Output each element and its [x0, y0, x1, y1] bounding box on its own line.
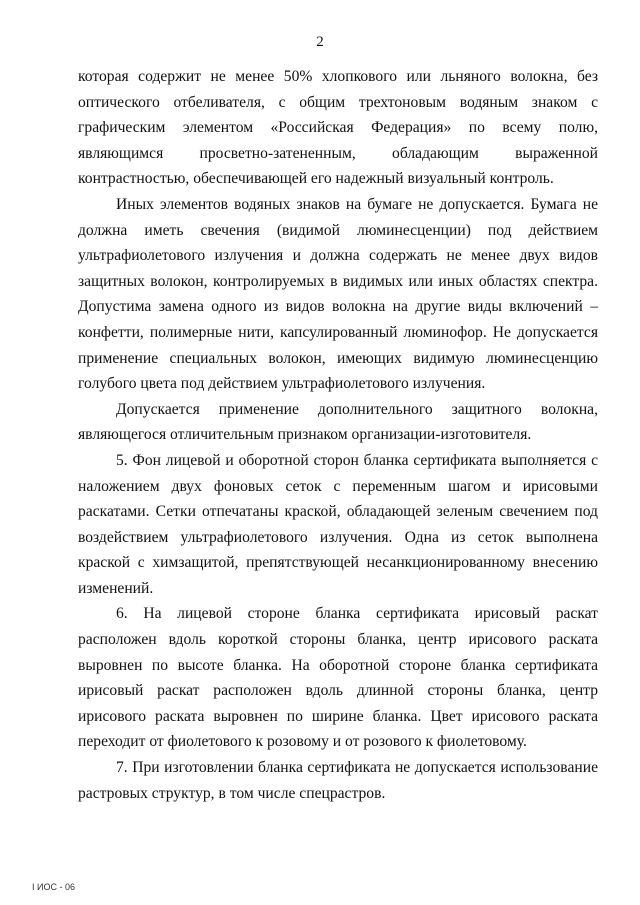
paragraph-watermarks: Иных элементов водяных знаков на бумаге не допускается. Бумага не должна иметь свечения (видимой люминесценции) под действием ультрафиолетового излучения и должна содержать не менее двух видов защитных волокон, контролируемых в видимых или иных областях спектра. Допустима замена одного из видов волокна на другие виды включений – конфетти, полимерные нити, капсулированный люминофор. Не допускается применение специальных волокон, имеющих видимую люминесценцию голубого цвета под действием ультрафиолетового излучения.: [78, 195, 598, 393]
document-body: [78, 64, 598, 806]
footer-code: І ИОС - 06: [32, 882, 75, 892]
paragraph-continuation: которая содержит не менее 50% хлопкового или льняного волокна, без оптического отбеливателя, с общим трехтоновым водяным знаком с графическим элементом «Российская Федерация» по всему полю, являющимся просветно-затененным, обладающим выраженной контрастностью, обеспечивающей его надежный визуальный контроль.: [78, 68, 598, 188]
paragraph-additional-fiber: Допускается применение дополнительного защитного волокна, являющегося отличительным признаком организации-изготовителя.: [78, 400, 598, 444]
paragraph-item-7: 7. При изготовлении бланка сертификата не допускается использование растровых структур, в том числе спецрастров.: [78, 759, 598, 802]
paragraph-item-6: 6. На лицевой стороне бланка сертификата ирисовый раскат расположен вдоль короткой стороны бланка, центр ирисового раската выровнен по высоте бланка. На оборотной стороне бланка сертификата ирисовый раскат расположен вдоль длинной стороны бланка, центр ирисового раската выровнен по ширине бланка. Цвет ирисового раската переходит от фиолетового к розовому и от розового к фиолетовому.: [78, 605, 598, 751]
page-number: 2: [316, 34, 324, 50]
paragraph-item-5: 5. Фон лицевой и оборотной сторон бланка сертификата выполняется с наложением двух фоновых сеток с переменным шагом и ирисовыми раскатами. Сетки отпечатаны краской, обладающей зеленым свечением под воздействием ультрафиолетового излучения. Одна из сеток выполнена краской с химзащитой, препятствующей несанкционированному внесению изменений.: [78, 451, 598, 597]
